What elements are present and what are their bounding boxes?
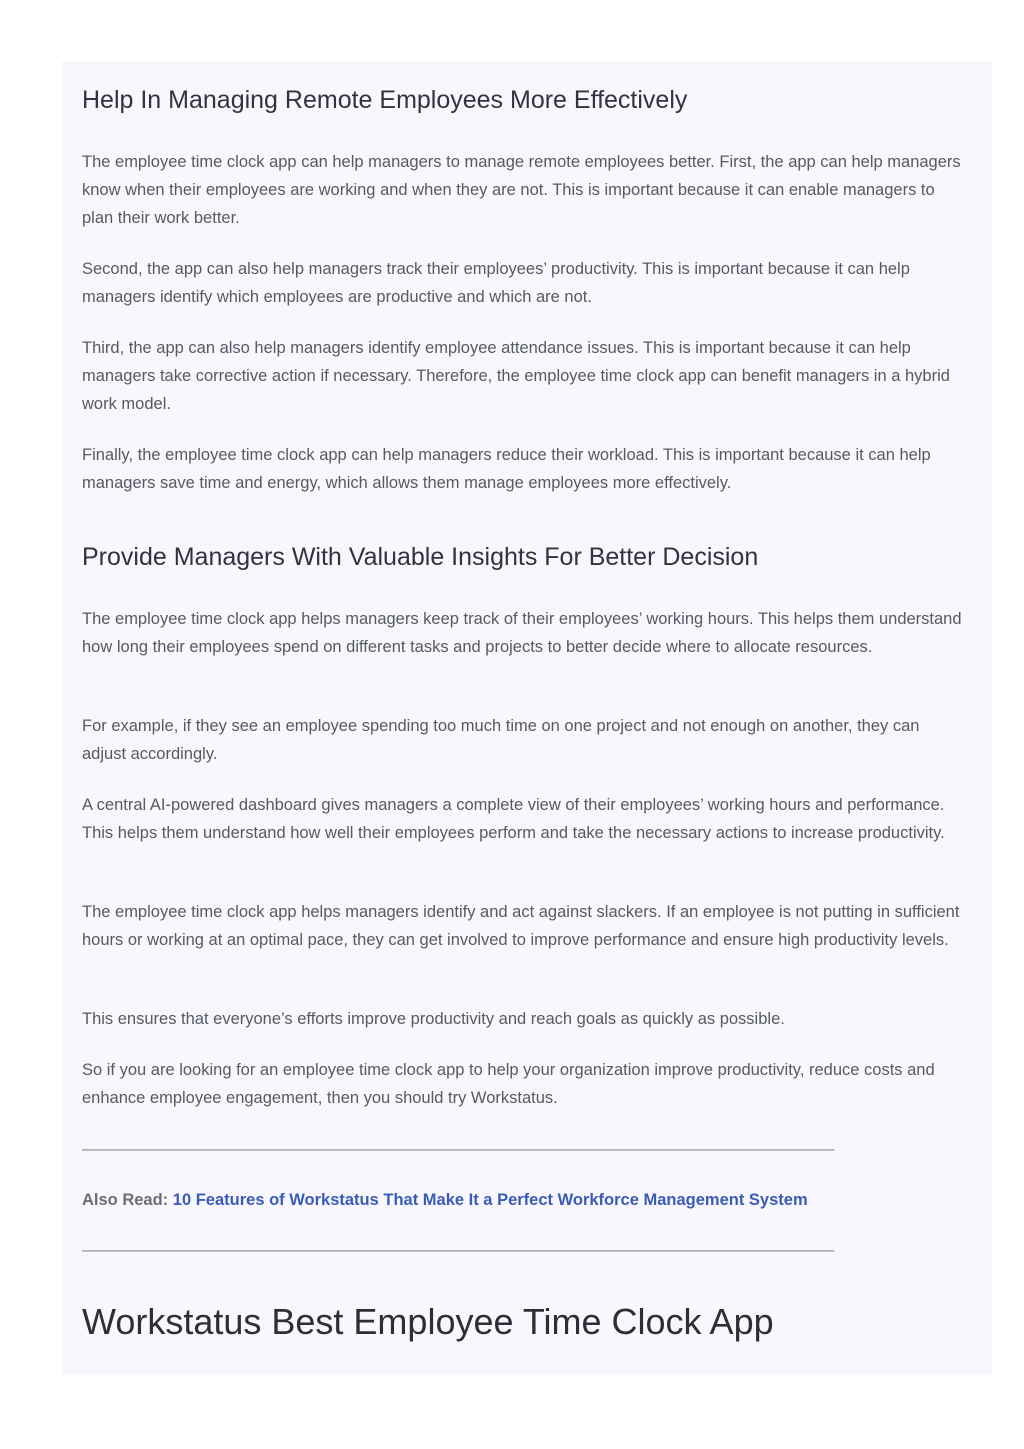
also-read-link[interactable]: 10 Features of Workstatus That Make It a Perfect Workforce Management System xyxy=(172,1191,808,1209)
article-panel xyxy=(62,61,992,1375)
paragraph: For example, if they see an employee spending too much time on one project and not enough on another, they can adjust accordingly. xyxy=(82,717,920,763)
also-read-label: Also Read: xyxy=(82,1191,173,1209)
paragraph: The employee time clock app helps managers identify and act against slackers. If an employee is not putting in sufficient hours or working at an optimal pace, they can get involved to improve performance and ensure high productivity levels. xyxy=(82,903,960,949)
main-heading: Workstatus Best Employee Time Clock App xyxy=(82,1301,774,1342)
paragraph: Third, the app can also help managers identify employee attendance issues. This is important because it can help managers take corrective action if necessary. Therefore, the employee time clock app can benefit managers in a hybrid work model. xyxy=(82,339,950,413)
paragraph: This ensures that everyone’s efforts improve productivity and reach goals as quickly as possible. xyxy=(82,1010,785,1028)
paragraph: The employee time clock app helps managers keep track of their employees’ working hours. This helps them understand how long their employees spend on different tasks and projects to better decide where to allocate resources. xyxy=(82,610,962,656)
paragraph: Finally, the employee time clock app can help managers reduce their workload. This is important because it can help managers save time and energy, which allows them manage employees more effectively. xyxy=(82,446,931,492)
divider-line: ——————————————————————————————————————————————— xyxy=(82,1140,834,1158)
paragraph: A central AI-powered dashboard gives managers a complete view of their employees’ working hours and performance. This helps them understand how well their employees perform and take the necessary actions to increase productivity. xyxy=(82,796,945,842)
paragraph: The employee time clock app can help managers to manage remote employees better. First, the app can help managers know when their employees are working and when they are not. This is important because it can enable managers to plan their work better. xyxy=(82,153,961,227)
divider-line: ——————————————————————————————————————————————— xyxy=(82,1241,834,1259)
paragraph: So if you are looking for an employee time clock app to help your organization improve productivity, reduce costs and enhance employee engagement, then you should try Workstatus. xyxy=(82,1061,935,1107)
section-heading-valuable-insights: Provide Managers With Valuable Insights For Better Decision xyxy=(82,543,759,571)
also-read xyxy=(82,1186,808,1214)
section-heading-remote-employees: Help In Managing Remote Employees More Effectively xyxy=(82,86,688,114)
paragraph: Second, the app can also help managers track their employees’ productivity. This is important because it can help managers identify which employees are productive and which are not. xyxy=(82,260,910,306)
